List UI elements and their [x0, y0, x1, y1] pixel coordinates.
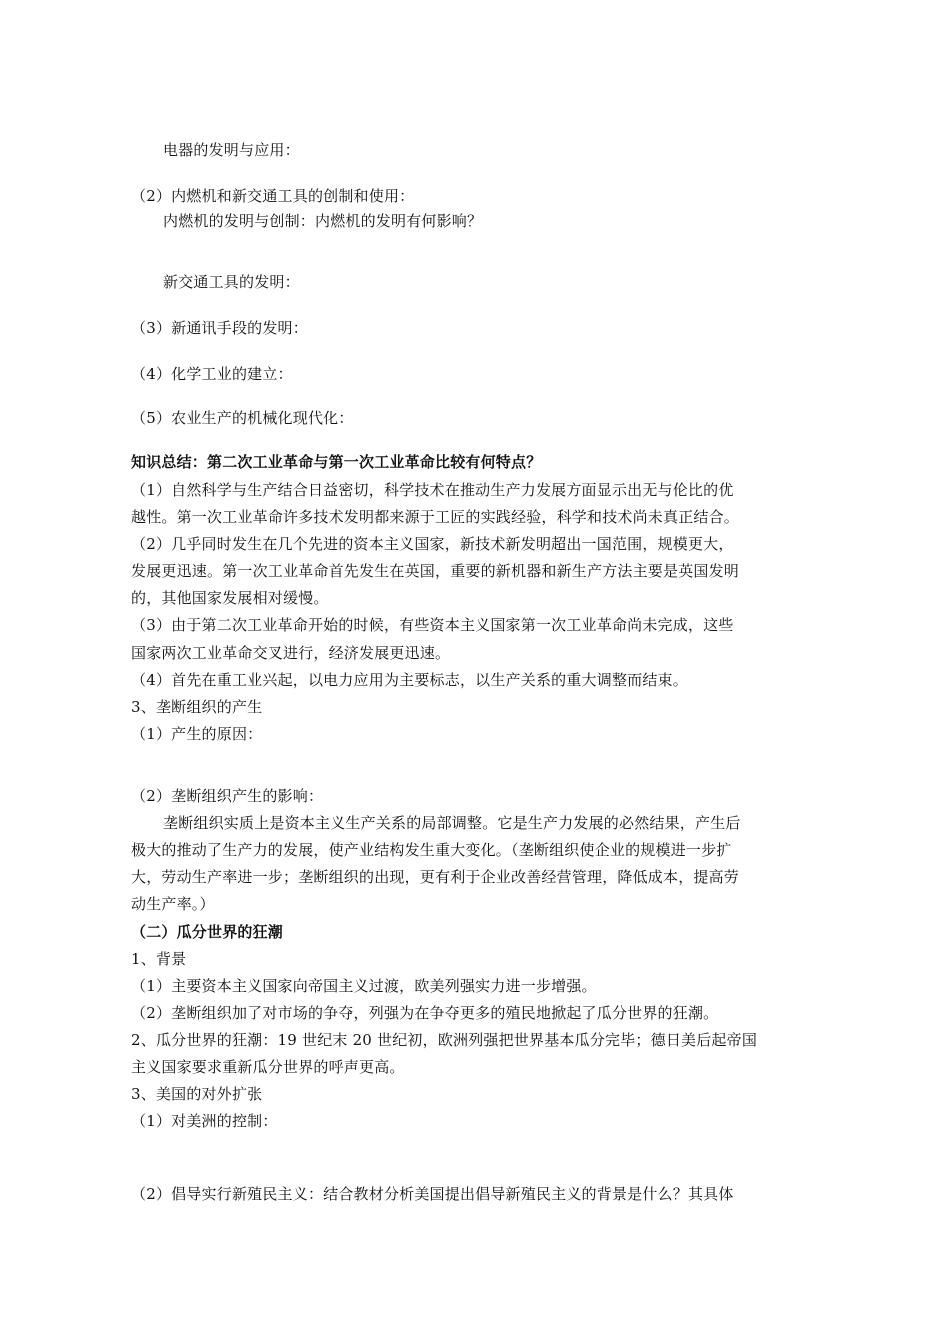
text-line: 新交通工具的发明：: [163, 273, 300, 291]
text-line: （3）新通讯手段的发明：: [131, 319, 308, 337]
text-line: （2）倡导实行新殖民主义：结合教材分析美国提出倡导新殖民主义的背景是什么？其具体: [131, 1185, 734, 1203]
text-line: （2）垄断组织产生的影响：: [131, 787, 324, 805]
text-line: （1）自然科学与生产结合日益密切，科学技术在推动生产力发展方面显示出无与伦比的优: [131, 481, 734, 499]
section-heading: （二）瓜分世界的狂潮: [131, 923, 284, 941]
text-line: （2）内燃机和新交通工具的创制和使用：: [131, 187, 415, 205]
text-line: 主义国家要求重新瓜分世界的呼声更高。: [131, 1058, 405, 1076]
text-line: （4）化学工业的建立：: [131, 365, 293, 383]
text-line: 3、美国的对外扩张: [131, 1085, 263, 1103]
text-line: 动生产率。）: [131, 895, 215, 913]
text-line: （1）产生的原因：: [131, 725, 263, 743]
text-line: （3）由于第二次工业革命开始的时候，有些资本主义国家第一次工业革命尚未完成，这些: [131, 616, 734, 634]
text-line: （2）几乎同时发生在几个先进的资本主义国家，新技术新发明超出一国范围，规模更大，: [131, 535, 734, 553]
text-line: 垄断组织实质上是资本主义生产关系的局部调整。它是生产力发展的必然结果，产生后: [163, 814, 741, 832]
text-line: 电器的发明与应用：: [163, 141, 300, 159]
text-line: 内燃机的发明与创制：内燃机的发明有何影响？: [163, 212, 483, 230]
text-line: （1）对美洲的控制：: [131, 1112, 278, 1130]
text-line: 1、背景: [131, 950, 187, 968]
text-line: 发展更迅速。第一次工业革命首先发生在英国，重要的新机器和新生产方法主要是英国发明: [131, 562, 740, 580]
text-line: 2、瓜分世界的狂潮：19 世纪末 20 世纪初，欧洲列强把世界基本瓜分完毕；德日美后起帝国: [131, 1031, 758, 1049]
text-line: 的，其他国家发展相对缓慢。: [131, 589, 329, 607]
text-line: 3、垄断组织的产生: [131, 698, 263, 716]
text-line: 国家两次工业革命交叉进行，经济发展更迅速。: [131, 644, 451, 662]
text-line: 大，劳动生产率进一步；垄断组织的出现，更有利于企业改善经营管理，降低成本，提高劳: [131, 868, 740, 886]
text-line: （2）垄断组织加了对市场的争夺，列强为在争夺更多的殖民地掀起了瓜分世界的狂潮。: [131, 1004, 719, 1022]
text-line: （1）主要资本主义国家向帝国主义过渡，欧美列强实力进一步增强。: [131, 977, 597, 995]
text-line: （5）农业生产的机械化现代化：: [131, 409, 354, 427]
section-heading: 知识总结：第二次工业革命与第一次工业革命比较有何特点？: [131, 453, 542, 471]
text-line: （4）首先在重工业兴起，以电力应用为主要标志，以生产关系的重大调整而结束。: [131, 671, 688, 689]
text-line: 越性。第一次工业革命许多技术发明都来源于工匠的实践经验，科学和技术尚未真正结合。: [131, 508, 740, 526]
text-line: 极大的推动了生产力的发展，使产业结构发生重大变化。（垄断组织使企业的规模进一步扩: [131, 841, 732, 859]
